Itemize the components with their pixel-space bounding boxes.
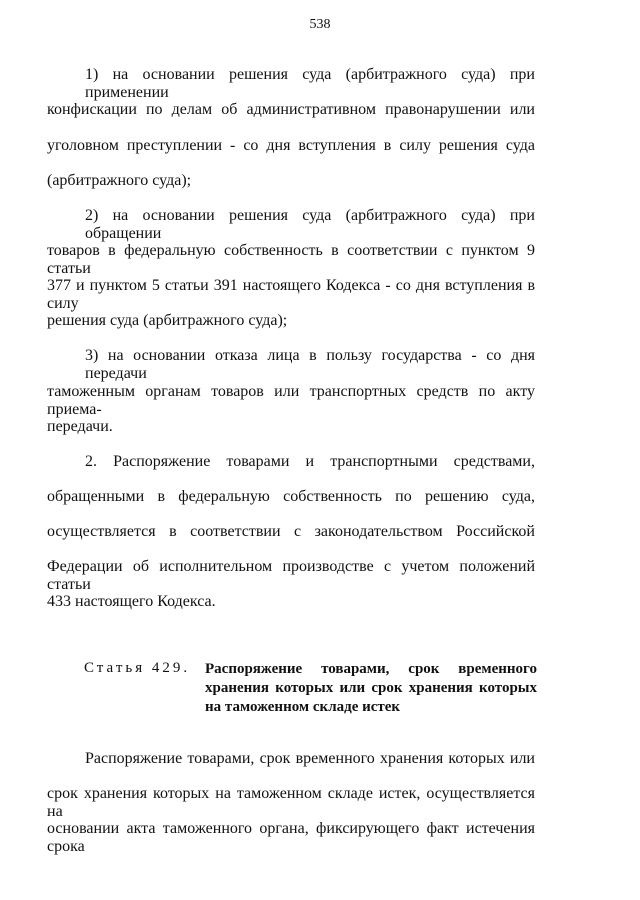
text-line: 2) на основании решения суда (арбитражного суда) при обращении bbox=[85, 207, 535, 242]
text-line: таможенным органам товаров или транспортных средств по акту приема- bbox=[47, 383, 535, 418]
text-line: решения суда (арбитражного суда); bbox=[47, 312, 288, 329]
text-line: основании акта таможенного органа, фиксирующего факт истечения срока bbox=[47, 820, 535, 855]
text-line: 377 и пунктом 5 статьи 391 настоящего Кодекса - со дня вступления в силу bbox=[47, 277, 535, 312]
text-line: Распоряжение товарами, срок временного хранения которых или bbox=[85, 750, 535, 767]
text-line: передачи. bbox=[47, 418, 113, 435]
text-line: 2. Распоряжение товарами и транспортными средствами, bbox=[85, 453, 535, 470]
text-line: конфискации по делам об административном правонарушении или bbox=[47, 101, 535, 118]
text-line: срок хранения которых на таможенном складе истек, осуществляется на bbox=[47, 785, 535, 820]
page-number: 538 bbox=[309, 17, 331, 32]
text-line: товаров в федеральную собственность в соответствии с пунктом 9 статьи bbox=[47, 242, 535, 277]
text-line: уголовном преступлении - со дня вступления в силу решения суда bbox=[47, 137, 535, 154]
article-label: Статья 429. bbox=[84, 660, 191, 676]
text-line: обращенными в федеральную собственность по решению суда, bbox=[47, 488, 535, 505]
text-line: Федерации об исполнительном производстве с учетом положений статьи bbox=[47, 558, 535, 593]
article-title: Распоряжение товарами, срок временного хранения которых или срок хранения которых на таможенном складе истек bbox=[205, 661, 537, 715]
text-line: 3) на основании отказа лица в пользу государства - со дня передачи bbox=[85, 347, 535, 382]
text-line: осуществляется в соответствии с законодательством Российской bbox=[47, 523, 535, 540]
text-line: (арбитражного суда); bbox=[47, 172, 192, 189]
text-line: 1) на основании решения суда (арбитражного суда) при применении bbox=[85, 66, 535, 101]
text-line: 433 настоящего Кодекса. bbox=[47, 593, 216, 610]
